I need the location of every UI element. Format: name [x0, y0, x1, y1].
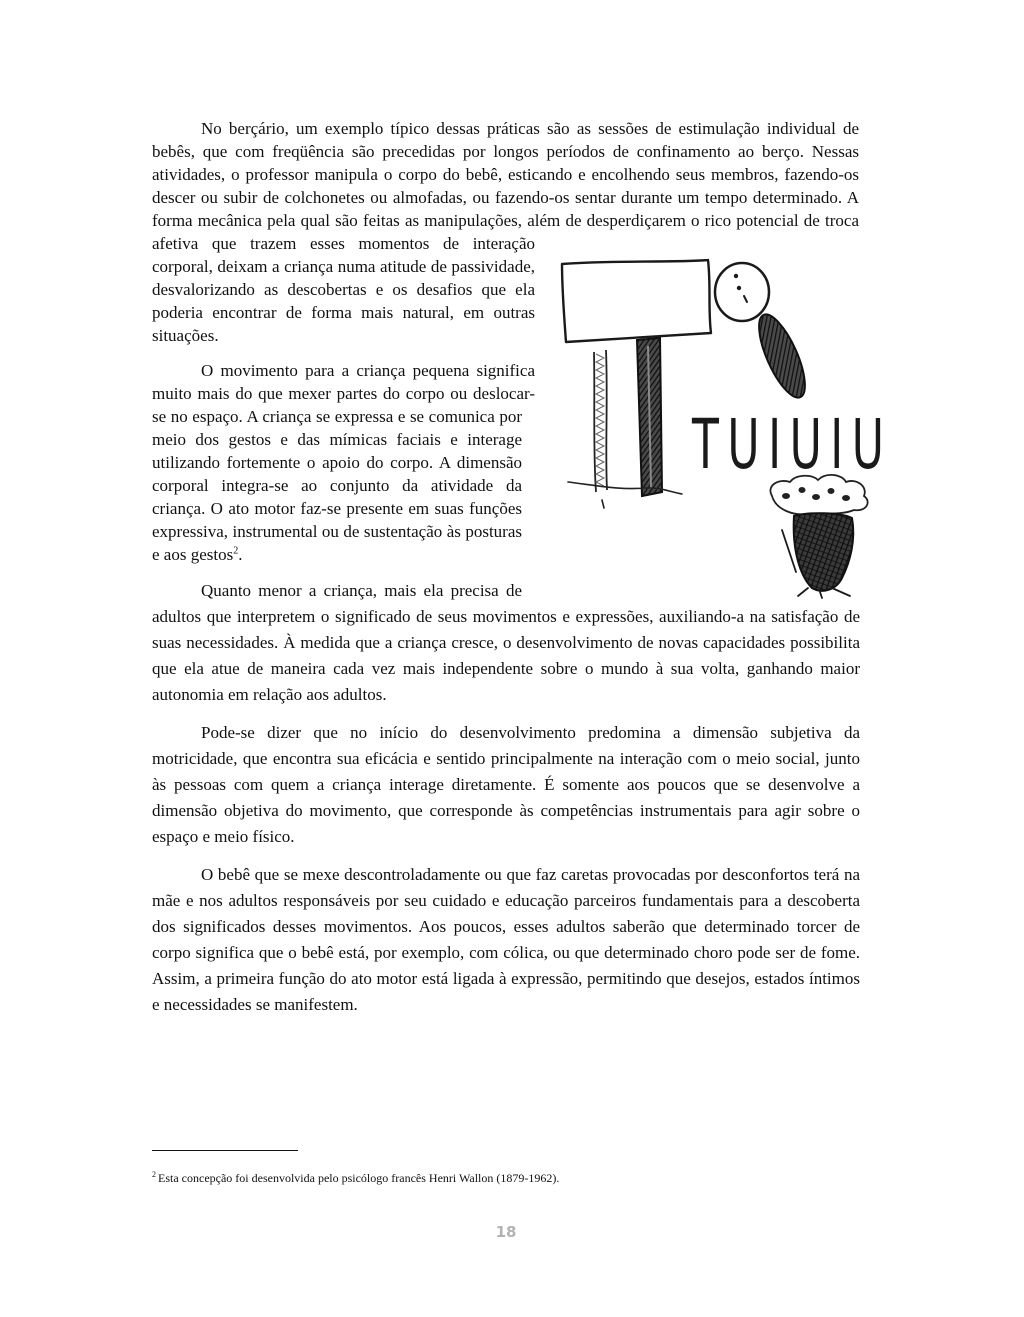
footnote — [152, 1170, 860, 1186]
drawing-ground-line — [568, 482, 682, 508]
footnote-text: Esta concepção foi desenvolvida pelo psicólogo francês Henri Wallon (1879-1962). — [158, 1171, 560, 1185]
footnote-marker: 2 — [152, 1170, 156, 1179]
page-number: 18 — [495, 1223, 517, 1241]
wrap-spacer — [859, 117, 860, 232]
paragraph-2-end: . — [238, 545, 243, 564]
paragraph-5 — [152, 862, 860, 1018]
paragraph-5-text: O bebê que se mexe descontroladamente ou que faz caretas provocadas por desconfortos terá na mãe e nos adultos responsáveis por seu cuidado e educação parceiros fundamentais para a descoberta dos significados desses movimentos. Aos poucos, esses adultos saberão que determinado torcer de corpo significa que o bebê está, por exemplo, com cólica, ou que determinado choro pode ser de fome. Assim, a primeira função do ato motor está ligada à expressão, permitindo que desejos, estados íntimos e necessidades se manifestem. — [152, 865, 860, 1014]
footnote-reference: 2 — [233, 545, 239, 557]
drawing-figure-eye — [734, 274, 747, 302]
paragraph-2-text: O movimento para a criança pequena significa muito mais do que mexer partes do corpo ou deslocar-se no espaço. A criança se expressa e se comunica por meio dos gestos e das mímicas faciais e interage utilizando fortemente o apoio do corpo. A dimensão corporal integra-se ao conjunto da atividade da criança. O ato motor faz-se presente em suas funções expressiva, instrumental ou de sustentação às posturas e aos gestos — [152, 361, 535, 564]
drawing-table-top — [562, 260, 711, 342]
paragraph-4-text: Pode-se dizer que no início do desenvolvimento predomina a dimensão subjetiva da motricidade, que encontra sua eficácia e sentido principalmente na interação com o meio social, junto às pessoas com quem a criança interage diretamente. É somente aos poucos que se desenvolve a dimensão objetiva do movimento, que corresponde às competências instrumentais para agir sobre o espaço e meio físico. — [152, 723, 860, 846]
drawing-bird-body — [794, 513, 854, 591]
drawing-table-leg-right — [637, 338, 662, 496]
paragraph-4 — [152, 720, 860, 850]
drawing-lettering: TUIUIU — [692, 405, 884, 485]
drawing-table-leg-left — [594, 350, 607, 492]
child-drawing — [550, 250, 905, 600]
paragraph-3-text: Quanto menor a criança, mais ela precisa de adultos que interpretem o significado de seus movimentos e expressões, auxiliando-a na satisfação de suas necessidades. À medida que a criança cresce, o desenvolvimento de novas capacidades possibilita que ela atue de maneira cada vez mais independente sobre o mundo à sua volta, ganhando maior autonomia em relação aos adultos. — [152, 581, 860, 704]
paragraph-1-text: No berçário, um exemplo típico dessas práticas são as sessões de estimulação individual de bebês, que com freqüência são precedidas por longos períodos de confinamento ao berço. Nessas atividades, o professor manipula o corpo do bebê, esticando e encolhendo seus membros, fazendo-os descer ou subir de colchonetes ou almofadas, ou fazendo-os sentar durante um tempo determinado. A forma mecânica pela qual são feitas as manipulações, além de desperdiçarem o rico potencial de troca afetiva que trazem esses momentos de interação corporal, deixam a criança numa atitude de passividade, desvalorizando as descobertas e os desafios que ela poderia encontrar de forma mais natural, em outras situações. — [152, 119, 859, 345]
footnote-separator — [152, 1150, 298, 1151]
drawing-figure-body — [750, 309, 814, 403]
drawing-figure-head — [715, 263, 769, 321]
